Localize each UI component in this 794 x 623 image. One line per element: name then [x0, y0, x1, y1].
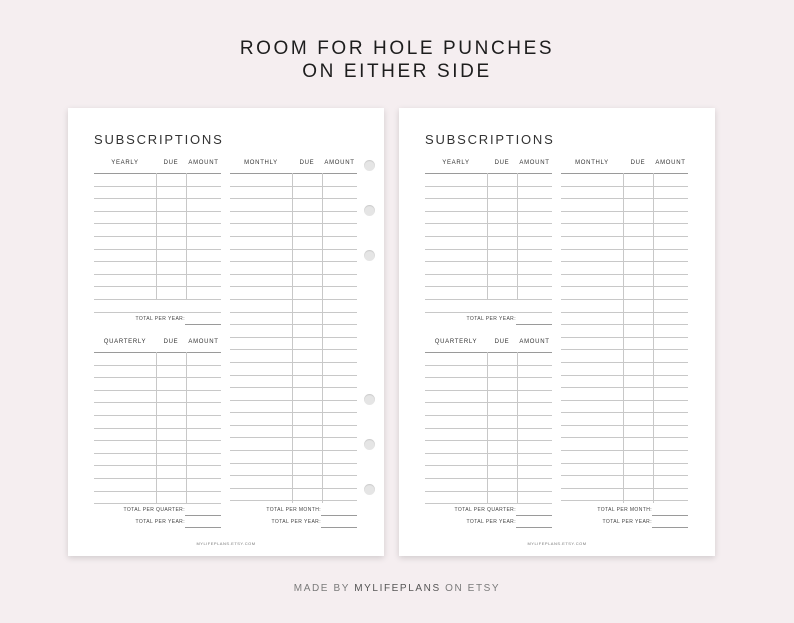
hole-punch [364, 439, 375, 450]
yearly-table [94, 160, 221, 300]
quarterly-column-amount: AMOUNT [188, 339, 219, 345]
planner-page-right [399, 108, 715, 556]
quarterly-total [425, 506, 552, 516]
hole-punch [364, 205, 375, 216]
hole-punch [364, 250, 375, 261]
monthly-column-amount: AMOUNT [655, 160, 686, 166]
footer-brand: MYLIFEPLANS [354, 583, 441, 594]
monthly-year-total [230, 518, 357, 528]
monthly-total [561, 506, 688, 516]
hole-punch [364, 160, 375, 171]
yearly-table [425, 160, 552, 300]
yearly-total [94, 315, 221, 325]
monthly-column-due: DUE [299, 160, 315, 166]
monthly-column-name: MONTHLY [244, 160, 278, 166]
yearly-rows [94, 173, 221, 313]
quarterly-total-label: TOTAL PER QUARTER: [123, 507, 185, 513]
monthly-year-total-label: TOTAL PER YEAR: [271, 519, 321, 525]
quarterly-column-due: DUE [163, 339, 179, 345]
monthly-rows [561, 173, 688, 501]
hole-punch [364, 394, 375, 405]
planner-page-left [68, 108, 384, 556]
hole-punch [364, 484, 375, 495]
monthly-total [230, 506, 357, 516]
yearly-header [425, 160, 552, 170]
headline-line-1: ROOM FOR HOLE PUNCHES [239, 38, 555, 59]
yearly-header [94, 160, 221, 170]
website-label: MYLIFEPLANS.ETSY.COM [196, 541, 256, 546]
monthly-column-due: DUE [630, 160, 646, 166]
monthly-header [561, 160, 688, 170]
monthly-total-label: TOTAL PER MONTH: [597, 507, 652, 513]
monthly-header [230, 160, 357, 170]
quarterly-table [94, 339, 221, 509]
footer-credit [0, 583, 794, 594]
quarterly-table [425, 339, 552, 509]
yearly-column-due: DUE [494, 160, 510, 166]
yearly-column-due: DUE [163, 160, 179, 166]
monthly-table [561, 160, 688, 510]
headline-line-2: ON EITHER SIDE [302, 61, 492, 82]
yearly-total-label: TOTAL PER YEAR: [466, 316, 516, 322]
quarterly-rows [94, 352, 221, 504]
page-title: SUBSCRIPTIONS [425, 132, 555, 147]
quarterly-header [425, 339, 552, 349]
yearly-total [425, 315, 552, 325]
monthly-rows [230, 173, 357, 501]
yearly-column-name: YEARLY [442, 160, 470, 166]
yearly-column-amount: AMOUNT [519, 160, 550, 166]
quarterly-year-total [425, 518, 552, 528]
monthly-total-label: TOTAL PER MONTH: [266, 507, 321, 513]
quarterly-year-total [94, 518, 221, 528]
quarterly-year-total-label: TOTAL PER YEAR: [466, 519, 516, 525]
monthly-year-total-label: TOTAL PER YEAR: [602, 519, 652, 525]
quarterly-column-amount: AMOUNT [519, 339, 550, 345]
quarterly-total-label: TOTAL PER QUARTER: [454, 507, 516, 513]
website-label: MYLIFEPLANS.ETSY.COM [527, 541, 587, 546]
yearly-total-label: TOTAL PER YEAR: [135, 316, 185, 322]
page-title: SUBSCRIPTIONS [94, 132, 224, 147]
quarterly-column-name: QUARTERLY [103, 339, 147, 345]
quarterly-total [94, 506, 221, 516]
monthly-column-amount: AMOUNT [324, 160, 355, 166]
yearly-column-name: YEARLY [111, 160, 139, 166]
monthly-column-name: MONTHLY [575, 160, 609, 166]
quarterly-rows [425, 352, 552, 504]
footer-suffix: ON ETSY [440, 583, 501, 594]
monthly-table [230, 160, 357, 510]
quarterly-column-due: DUE [494, 339, 510, 345]
footer-prefix: MADE BY [293, 583, 355, 594]
monthly-year-total [561, 518, 688, 528]
quarterly-header [94, 339, 221, 349]
quarterly-column-name: QUARTERLY [434, 339, 478, 345]
yearly-column-amount: AMOUNT [188, 160, 219, 166]
quarterly-year-total-label: TOTAL PER YEAR: [135, 519, 185, 525]
yearly-rows [425, 173, 552, 313]
